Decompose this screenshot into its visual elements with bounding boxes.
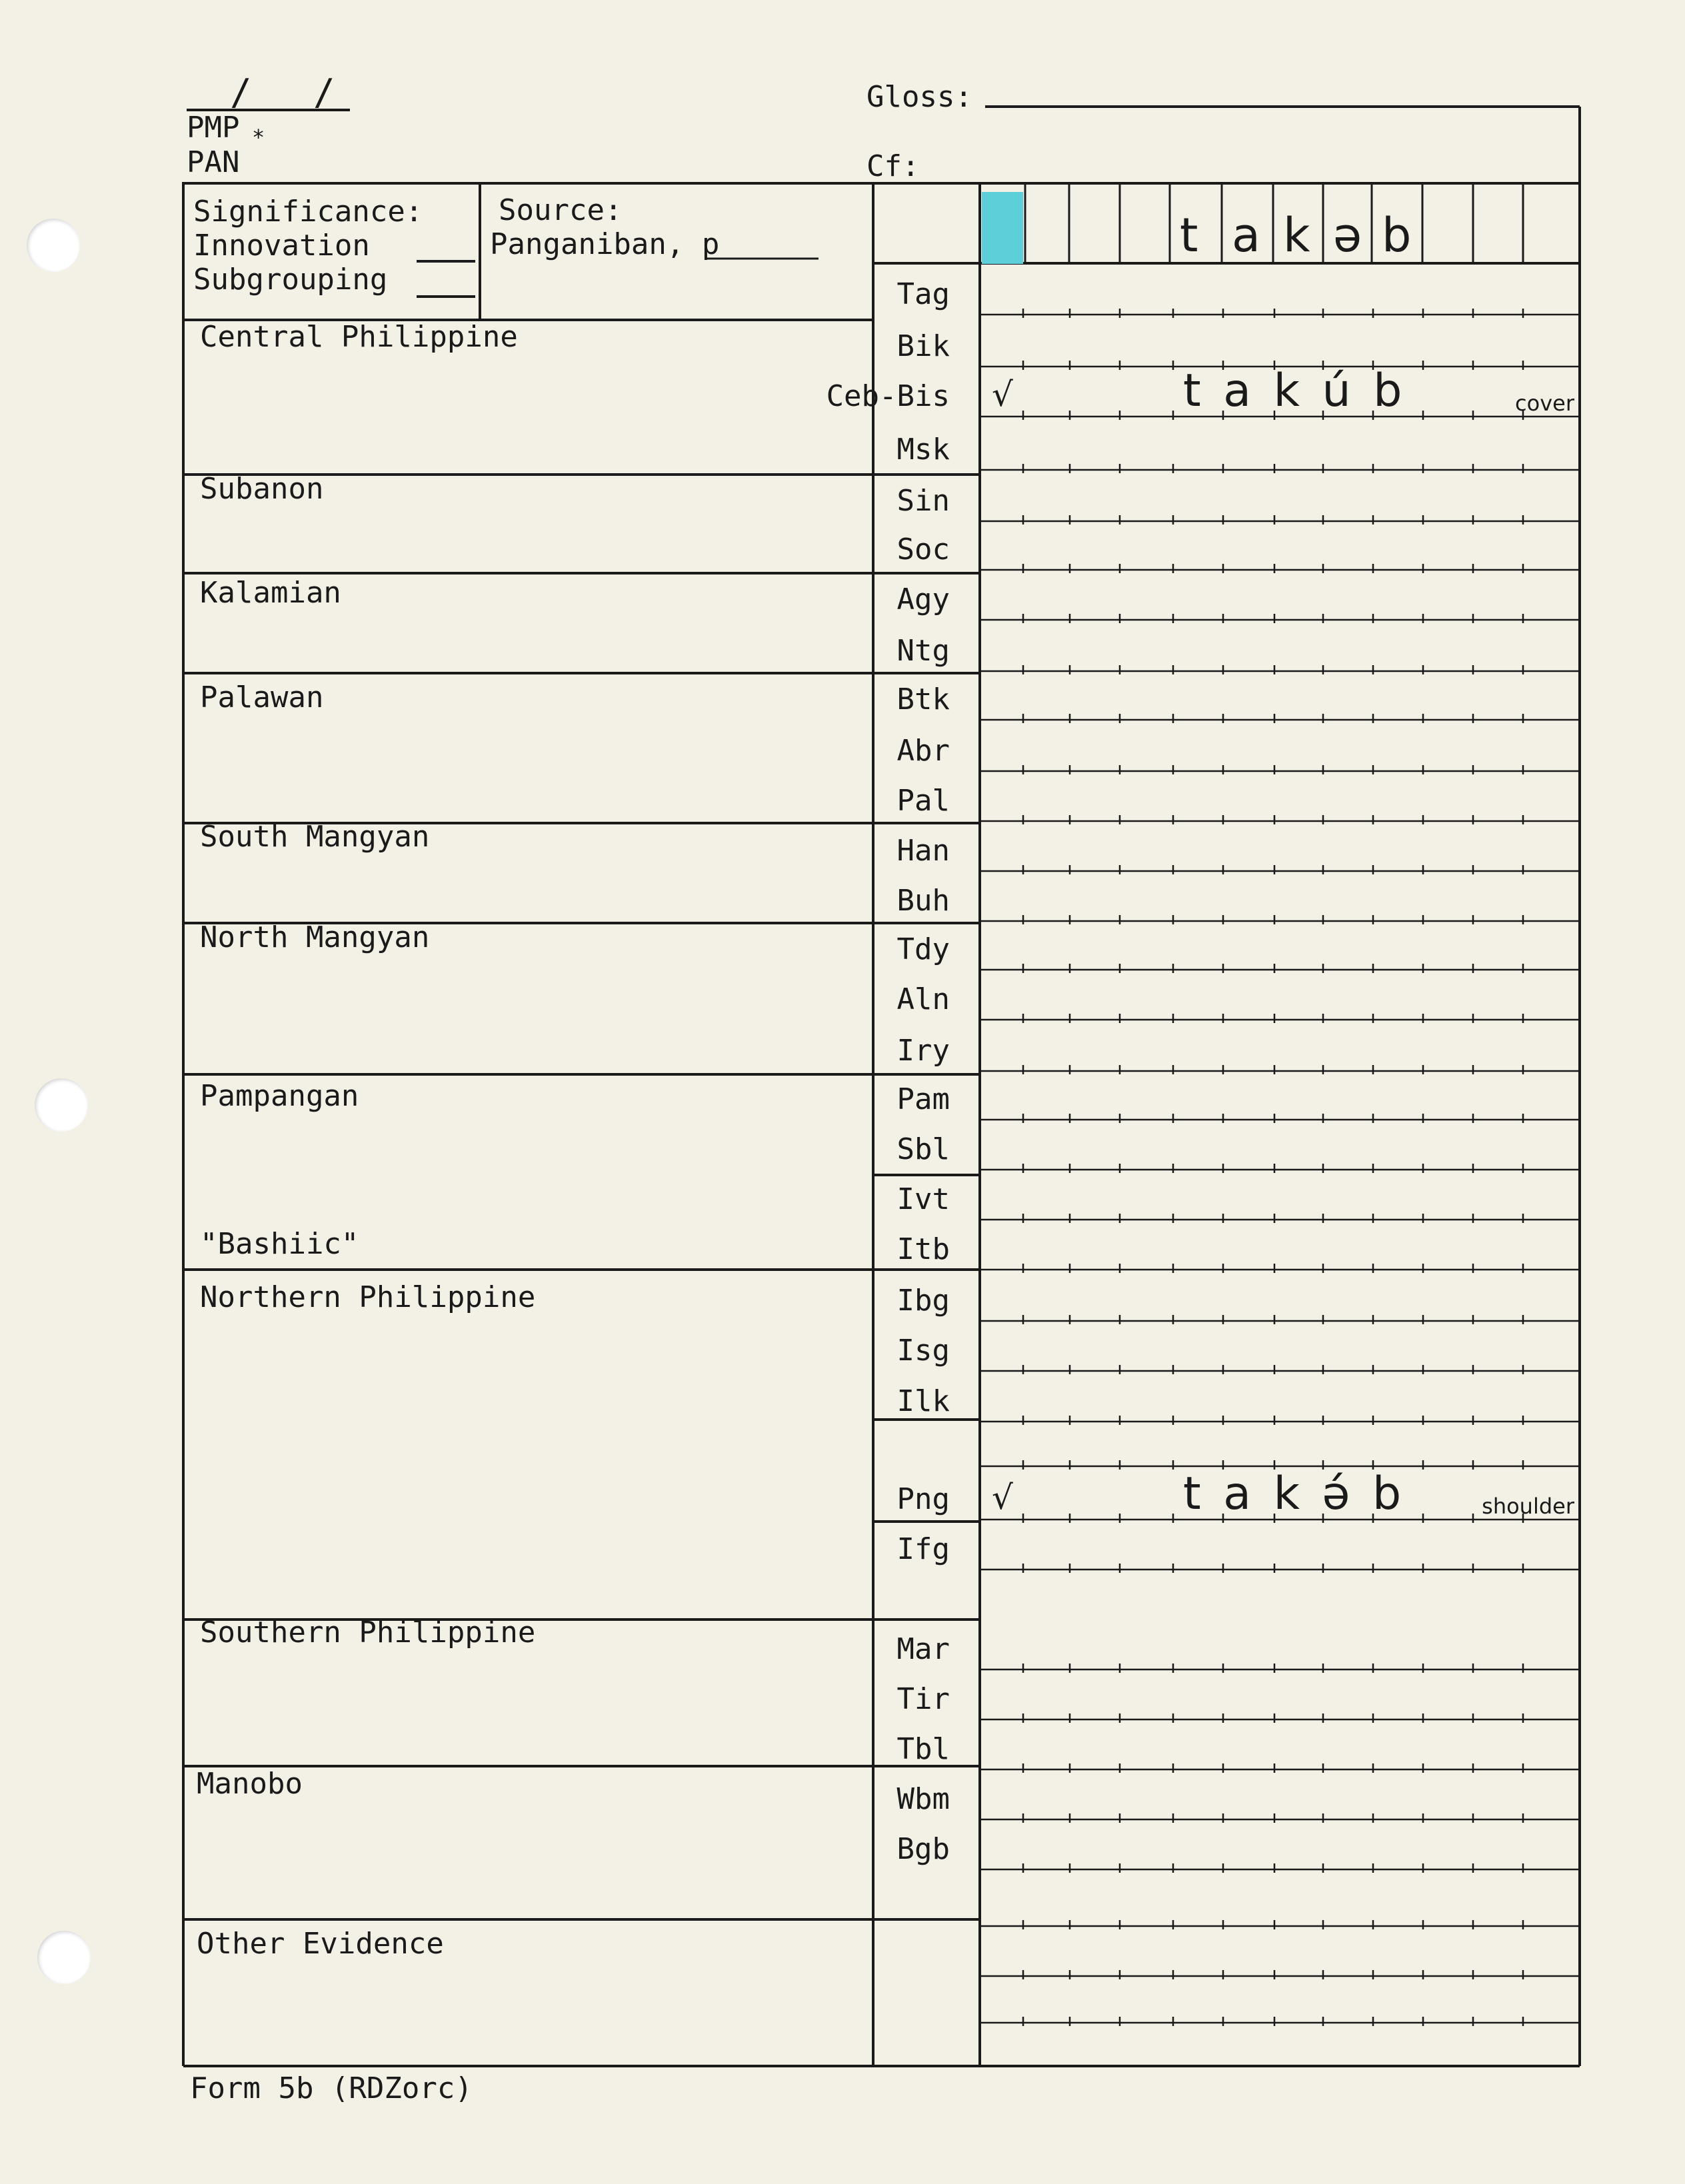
source-title: Source: — [499, 193, 623, 227]
language-code: Tag — [896, 277, 950, 311]
group-label: Kalamian — [200, 576, 341, 610]
language-code: Ifg — [896, 1532, 950, 1566]
pan-label: PAN — [187, 145, 240, 179]
check-mark: √ — [992, 1478, 1013, 1517]
reconstruction-letter: a — [1232, 208, 1260, 263]
group-label: Manobo — [197, 1767, 303, 1801]
language-code: Sin — [896, 484, 950, 518]
language-code: Tbl — [896, 1732, 950, 1766]
group-label: "Bashiic" — [200, 1227, 359, 1261]
language-code: Ilk — [896, 1384, 950, 1418]
language-code: Ntg — [896, 634, 950, 668]
language-code: Bgb — [896, 1832, 950, 1866]
language-code: Han — [896, 834, 950, 868]
group-label: Northern Philippine — [200, 1280, 536, 1314]
language-code: Btk — [896, 682, 950, 716]
language-code: Pam — [896, 1082, 950, 1116]
language-code: Wbm — [896, 1782, 950, 1816]
group-label: Subanon — [200, 472, 324, 506]
group-label: Southern Philippine — [200, 1616, 536, 1649]
language-code: Soc — [896, 533, 950, 566]
significance-blanks — [417, 247, 477, 327]
language-code: Bik — [896, 329, 950, 363]
language-code: Ceb-Bis — [826, 379, 950, 413]
group-label: Palawan — [200, 680, 324, 714]
handwritten-gloss: cover — [1515, 391, 1574, 416]
language-code: Png — [896, 1482, 950, 1516]
reconstruction-letter: t — [1180, 208, 1198, 263]
language-code: Itb — [896, 1232, 950, 1266]
language-code: Ivt — [896, 1182, 950, 1216]
innovation-label: Innovation — [193, 229, 370, 263]
language-code: Ibg — [896, 1284, 950, 1318]
check-mark: √ — [992, 375, 1013, 414]
language-code: Tir — [896, 1682, 950, 1716]
form-label: Form 5b (RDZorc) — [190, 2071, 473, 2105]
reconstruction-letter: k — [1283, 208, 1310, 263]
handwritten-gloss: shoulder — [1482, 1494, 1574, 1519]
group-label: Pampangan — [200, 1079, 359, 1113]
pmp-label: PMP — [187, 111, 240, 145]
language-code: Mar — [896, 1632, 950, 1666]
group-label: North Mangyan — [200, 920, 430, 954]
source-value: Panganiban, p — [490, 227, 720, 261]
language-code: Aln — [896, 982, 950, 1016]
significance-title: Significance: — [193, 195, 423, 229]
gloss-label: Gloss: — [866, 80, 972, 114]
cf-label: Cf: — [866, 149, 920, 183]
subgrouping-label: Subgrouping — [193, 263, 388, 297]
language-code: Agy — [896, 582, 950, 616]
language-code: Msk — [896, 433, 950, 467]
language-code: Iry — [896, 1034, 950, 1068]
handwritten-form: t a k ə́ b — [1183, 1468, 1406, 1520]
language-code: Pal — [896, 784, 950, 818]
language-code: Abr — [896, 734, 950, 768]
group-label: Other Evidence — [197, 1927, 444, 1961]
date-marks: / / — [230, 71, 355, 113]
language-code: Sbl — [896, 1132, 950, 1166]
highlight-cell — [982, 192, 1023, 264]
language-code: Buh — [896, 884, 950, 918]
pmp-star: * — [252, 125, 265, 150]
group-label: South Mangyan — [200, 820, 430, 854]
group-label: Central Philippine — [200, 320, 518, 354]
language-code: Isg — [896, 1334, 950, 1368]
source-page-blank — [707, 255, 820, 262]
reconstruction-letter: ə — [1333, 208, 1362, 263]
reconstruction-letter: b — [1382, 208, 1412, 263]
language-code: Tdy — [896, 932, 950, 966]
handwritten-form: t a k ú b — [1183, 365, 1406, 417]
